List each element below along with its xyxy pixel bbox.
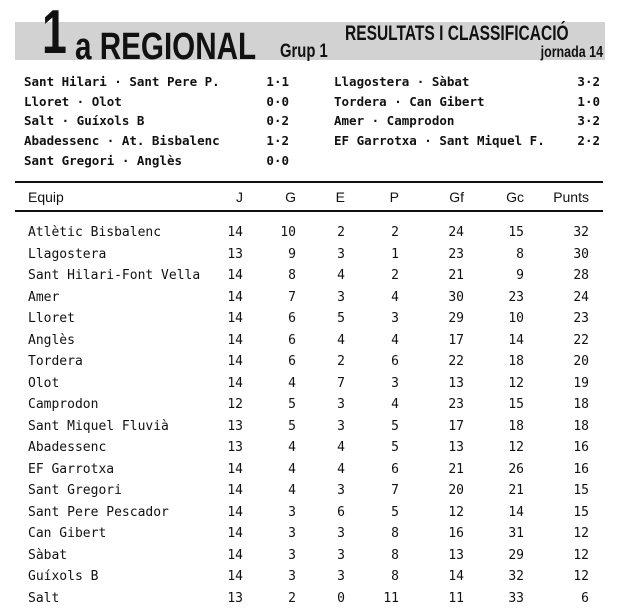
points-cell: 18	[549, 394, 589, 416]
won-cell: 3	[256, 502, 296, 524]
lost-cell: 8	[359, 566, 399, 588]
lost-cell: 2	[359, 222, 399, 244]
section-title: RESULTATS I CLASSIFICACIÓ	[345, 23, 569, 44]
team-name: Lloret	[28, 308, 75, 330]
won-cell: 5	[256, 394, 296, 416]
played-cell: 14	[203, 330, 243, 352]
result-score: 3·2	[577, 72, 600, 92]
played-cell: 14	[203, 265, 243, 287]
table-row	[0, 222, 625, 244]
points-cell: 12	[549, 566, 589, 588]
result-score: 0·0	[266, 92, 289, 112]
division-number: 1	[42, 2, 66, 64]
result-score: 0·0	[266, 151, 289, 171]
drawn-cell: 6	[305, 502, 345, 524]
points-cell: 23	[549, 308, 589, 330]
table-row	[0, 545, 625, 567]
result-row	[24, 131, 289, 151]
played-cell: 12	[203, 394, 243, 416]
goals-for-cell: 30	[424, 287, 464, 309]
played-cell: 14	[203, 308, 243, 330]
played-cell: 14	[203, 222, 243, 244]
goals-against-cell: 18	[484, 351, 524, 373]
goals-for-cell: 21	[424, 459, 464, 481]
drawn-cell: 4	[305, 265, 345, 287]
played-cell: 14	[203, 459, 243, 481]
goals-against-cell: 23	[484, 287, 524, 309]
table-row	[0, 588, 625, 609]
played-cell: 14	[203, 523, 243, 545]
played-cell: 13	[203, 588, 243, 609]
table-row	[0, 265, 625, 287]
drawn-cell: 2	[305, 351, 345, 373]
played-cell: 14	[203, 502, 243, 524]
lost-cell: 7	[359, 480, 399, 502]
result-row	[334, 131, 600, 151]
col-played-header: J	[203, 187, 243, 207]
goals-for-cell: 17	[424, 416, 464, 438]
lost-cell: 3	[359, 308, 399, 330]
lost-cell: 5	[359, 437, 399, 459]
results-left-column	[24, 72, 289, 170]
goals-against-cell: 29	[484, 545, 524, 567]
goals-against-cell: 26	[484, 459, 524, 481]
table-row	[0, 330, 625, 352]
result-row	[334, 92, 600, 112]
drawn-cell: 0	[305, 588, 345, 609]
goals-for-cell: 16	[424, 523, 464, 545]
team-name: Amer	[28, 287, 59, 309]
drawn-cell: 4	[305, 437, 345, 459]
goals-for-cell: 23	[424, 394, 464, 416]
result-match: Sant Hilari · Sant Pere P.	[24, 72, 220, 92]
table-row	[0, 502, 625, 524]
played-cell: 13	[203, 244, 243, 266]
group-label: Grup 1	[280, 42, 328, 61]
goals-against-cell: 14	[484, 330, 524, 352]
team-name: Tordera	[28, 351, 83, 373]
won-cell: 4	[256, 437, 296, 459]
table-row	[0, 480, 625, 502]
table-row	[0, 244, 625, 266]
goals-for-cell: 22	[424, 351, 464, 373]
drawn-cell: 3	[305, 480, 345, 502]
played-cell: 13	[203, 437, 243, 459]
drawn-cell: 7	[305, 373, 345, 395]
drawn-cell: 3	[305, 394, 345, 416]
goals-against-cell: 15	[484, 222, 524, 244]
col-lost-header: P	[359, 187, 399, 207]
result-match: EF Garrotxa · Sant Miquel F.	[334, 131, 545, 151]
goals-against-cell: 33	[484, 588, 524, 609]
result-match: Lloret · Olot	[24, 92, 122, 112]
played-cell: 14	[203, 287, 243, 309]
team-name: Llagostera	[28, 244, 106, 266]
points-cell: 12	[549, 545, 589, 567]
goals-against-cell: 12	[484, 437, 524, 459]
result-score: 2·2	[577, 131, 600, 151]
result-match: Salt · Guíxols B	[24, 111, 144, 131]
points-cell: 28	[549, 265, 589, 287]
goals-for-cell: 11	[424, 588, 464, 609]
played-cell: 14	[203, 545, 243, 567]
result-row	[334, 111, 600, 131]
won-cell: 4	[256, 480, 296, 502]
won-cell: 9	[256, 244, 296, 266]
won-cell: 6	[256, 308, 296, 330]
results-right-column	[334, 72, 600, 151]
result-row	[24, 151, 289, 171]
result-row	[334, 72, 600, 92]
result-match: Llagostera · Sàbat	[334, 72, 469, 92]
points-cell: 19	[549, 373, 589, 395]
goals-for-cell: 20	[424, 480, 464, 502]
table-top-rule	[15, 181, 603, 183]
goals-for-cell: 17	[424, 330, 464, 352]
team-name: EF Garrotxa	[28, 459, 114, 481]
drawn-cell: 3	[305, 566, 345, 588]
lost-cell: 6	[359, 351, 399, 373]
lost-cell: 4	[359, 330, 399, 352]
points-cell: 32	[549, 222, 589, 244]
team-name: Can Gibert	[28, 523, 106, 545]
goals-for-cell: 23	[424, 244, 464, 266]
won-cell: 8	[256, 265, 296, 287]
table-head-rule	[15, 210, 603, 212]
goals-for-cell: 24	[424, 222, 464, 244]
goals-against-cell: 21	[484, 480, 524, 502]
drawn-cell: 3	[305, 523, 345, 545]
goals-against-cell: 18	[484, 416, 524, 438]
result-row	[24, 72, 289, 92]
points-cell: 15	[549, 480, 589, 502]
points-cell: 12	[549, 523, 589, 545]
table-row	[0, 416, 625, 438]
won-cell: 4	[256, 459, 296, 481]
points-cell: 24	[549, 287, 589, 309]
won-cell: 5	[256, 416, 296, 438]
played-cell: 14	[203, 566, 243, 588]
goals-for-cell: 13	[424, 373, 464, 395]
team-name: Guíxols B	[28, 566, 98, 588]
table-row	[0, 566, 625, 588]
goals-for-cell: 14	[424, 566, 464, 588]
team-name: Abadessenc	[28, 437, 106, 459]
drawn-cell: 4	[305, 459, 345, 481]
result-score: 1·2	[266, 131, 289, 151]
lost-cell: 1	[359, 244, 399, 266]
team-name: Sant Hilari-Font Vella	[28, 265, 200, 287]
won-cell: 2	[256, 588, 296, 609]
lost-cell: 8	[359, 523, 399, 545]
lost-cell: 3	[359, 373, 399, 395]
played-cell: 14	[203, 373, 243, 395]
result-score: 1·1	[266, 72, 289, 92]
result-match: Amer · Camprodon	[334, 111, 454, 131]
goals-for-cell: 29	[424, 308, 464, 330]
points-cell: 18	[549, 416, 589, 438]
goals-against-cell: 8	[484, 244, 524, 266]
lost-cell: 4	[359, 287, 399, 309]
table-row	[0, 394, 625, 416]
col-won-header: G	[256, 187, 296, 207]
points-cell: 16	[549, 459, 589, 481]
team-name: Sant Gregori	[28, 480, 122, 502]
goals-against-cell: 14	[484, 502, 524, 524]
table-row	[0, 351, 625, 373]
goals-for-cell: 12	[424, 502, 464, 524]
table-row	[0, 373, 625, 395]
goals-against-cell: 31	[484, 523, 524, 545]
points-cell: 22	[549, 330, 589, 352]
table-row	[0, 523, 625, 545]
lost-cell: 5	[359, 502, 399, 524]
drawn-cell: 3	[305, 244, 345, 266]
drawn-cell: 4	[305, 330, 345, 352]
team-name: Salt	[28, 588, 59, 609]
goals-against-cell: 10	[484, 308, 524, 330]
goals-for-cell: 21	[424, 265, 464, 287]
result-match: Tordera · Can Gibert	[334, 92, 485, 112]
drawn-cell: 3	[305, 287, 345, 309]
table-row	[0, 437, 625, 459]
table-row	[0, 287, 625, 309]
lost-cell: 6	[359, 459, 399, 481]
lost-cell: 8	[359, 545, 399, 567]
col-goals-against-header: Gc	[484, 187, 524, 207]
drawn-cell: 2	[305, 222, 345, 244]
played-cell: 13	[203, 416, 243, 438]
goals-against-cell: 32	[484, 566, 524, 588]
col-team-header: Equip	[28, 187, 64, 207]
team-name: Atlètic Bisbalenc	[28, 222, 161, 244]
goals-against-cell: 15	[484, 394, 524, 416]
result-score: 0·2	[266, 111, 289, 131]
team-name: Sàbat	[28, 545, 67, 567]
won-cell: 6	[256, 330, 296, 352]
col-points-header: Punts	[549, 187, 589, 207]
result-score: 3·2	[577, 111, 600, 131]
result-row	[24, 92, 289, 112]
result-match: Abadessenc · At. Bisbalenc	[24, 131, 220, 151]
team-name: Camprodon	[28, 394, 98, 416]
lost-cell: 5	[359, 416, 399, 438]
won-cell: 6	[256, 351, 296, 373]
team-name: Olot	[28, 373, 59, 395]
won-cell: 4	[256, 373, 296, 395]
team-name: Sant Pere Pescador	[28, 502, 169, 524]
lost-cell: 4	[359, 394, 399, 416]
goals-against-cell: 12	[484, 373, 524, 395]
played-cell: 14	[203, 480, 243, 502]
points-cell: 16	[549, 437, 589, 459]
won-cell: 10	[256, 222, 296, 244]
won-cell: 3	[256, 545, 296, 567]
result-row	[24, 111, 289, 131]
won-cell: 3	[256, 566, 296, 588]
lost-cell: 11	[359, 588, 399, 609]
col-goals-for-header: Gf	[424, 187, 464, 207]
goals-for-cell: 13	[424, 545, 464, 567]
table-row	[0, 459, 625, 481]
team-name: Anglès	[28, 330, 75, 352]
table-row	[0, 308, 625, 330]
drawn-cell: 3	[305, 545, 345, 567]
result-score: 1·0	[577, 92, 600, 112]
goals-for-cell: 13	[424, 437, 464, 459]
points-cell: 15	[549, 502, 589, 524]
standings-header	[0, 187, 625, 207]
lost-cell: 2	[359, 265, 399, 287]
round-label: jornada 14	[541, 45, 603, 61]
played-cell: 14	[203, 351, 243, 373]
points-cell: 30	[549, 244, 589, 266]
points-cell: 20	[549, 351, 589, 373]
won-cell: 7	[256, 287, 296, 309]
goals-against-cell: 9	[484, 265, 524, 287]
col-drawn-header: E	[305, 187, 345, 207]
division-name: a REGIONAL	[75, 28, 256, 66]
result-match: Sant Gregori · Anglès	[24, 151, 182, 171]
drawn-cell: 5	[305, 308, 345, 330]
team-name: Sant Miquel Fluvià	[28, 416, 169, 438]
points-cell: 6	[549, 588, 589, 609]
won-cell: 3	[256, 523, 296, 545]
drawn-cell: 3	[305, 416, 345, 438]
standings-table	[0, 222, 625, 609]
